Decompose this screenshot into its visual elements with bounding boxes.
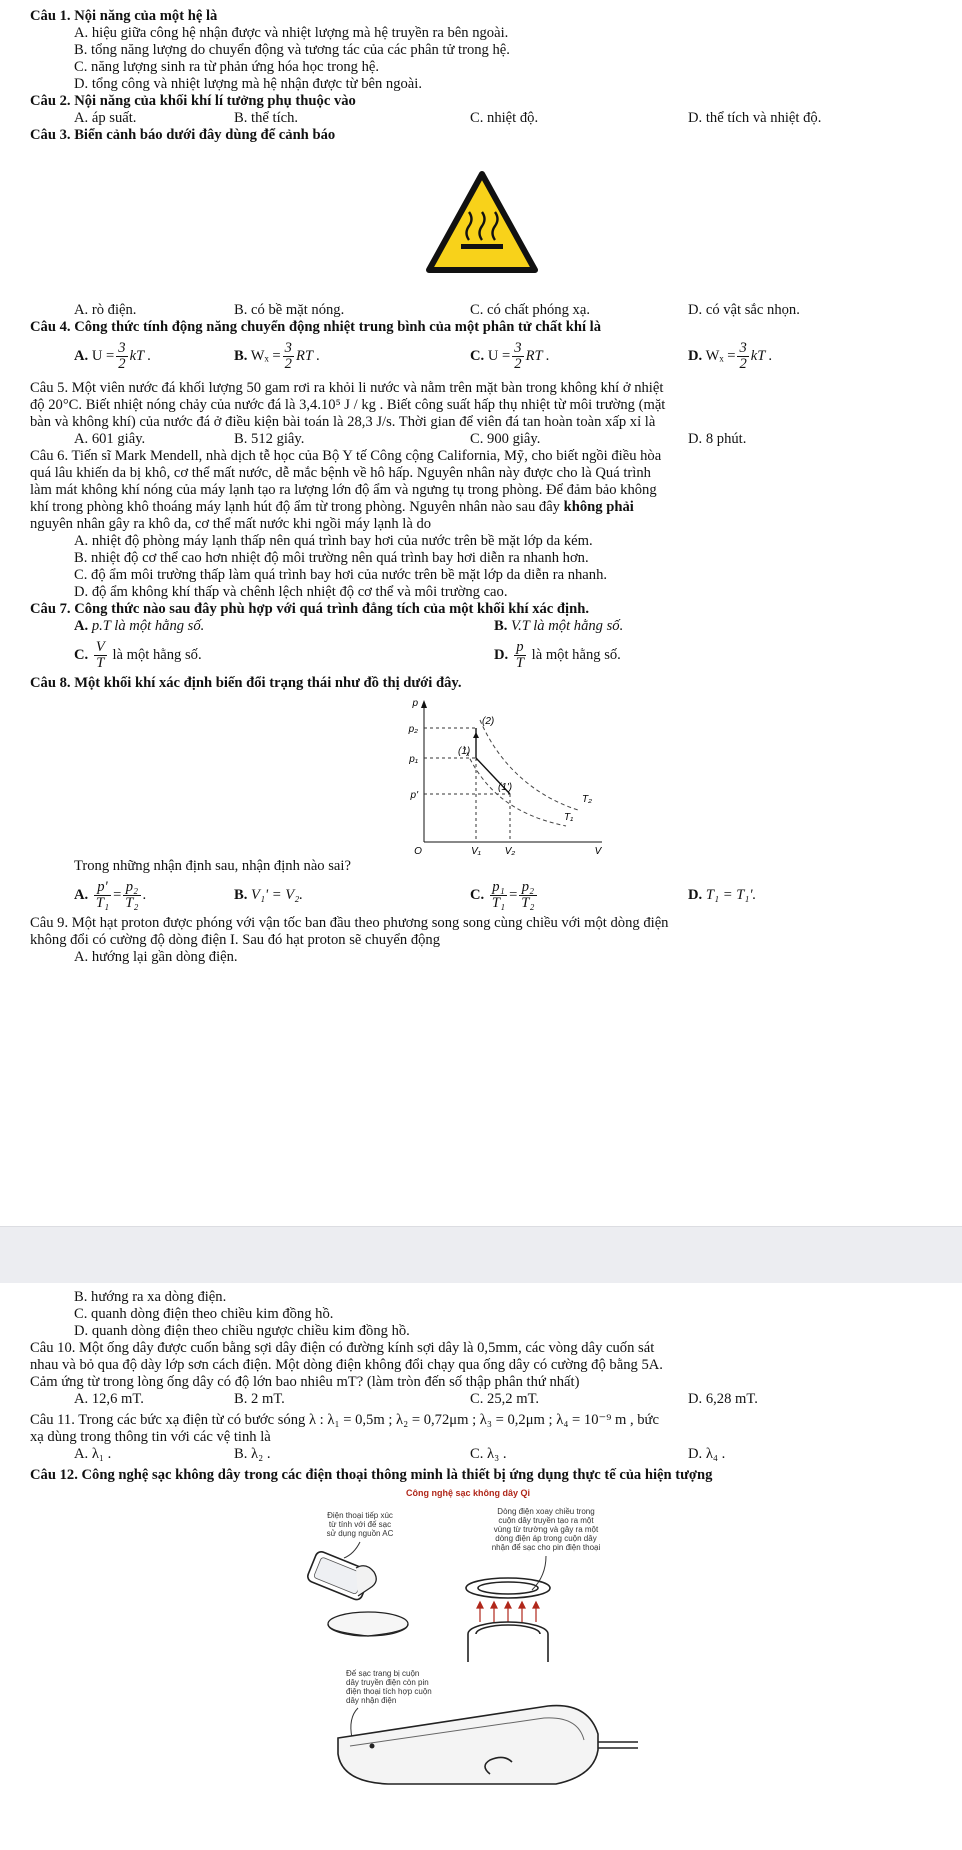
q11-option-c: C. λ₃ . [470,1446,507,1462]
q4-option-c: C. U = $\frac{3}{2}$ RT . [470,339,550,372]
q4-option-b: B. Wₓ = $\frac{3}{2}$ RT . [234,339,321,372]
q11-line-2: xạ dùng trong thông tin với các vệ tinh là [30,1429,271,1445]
q5-option-b: B. 512 giây. [234,431,305,447]
question-1: Câu 1. Nội năng của một hệ là [30,8,218,24]
q7-options-cd [74,635,940,675]
graph-p-axis-label: p [412,698,418,709]
question-8: Câu 8. Một khối khí xác định biến đổi trạng thái như đồ thị dưới đây. [30,675,462,691]
question-5 [30,380,940,431]
question-9 [30,915,940,949]
q11-option-a: A. λ₁ . [74,1446,112,1462]
pv-graph-block [30,692,940,858]
graph-state-1p-label: (1') [498,782,513,793]
q6-line-2: quá lâu khiến da bị khô, cơ thể mất nước, dễ mắc bệnh về hô hấp. Nguyên nhân này được cho là Quá trình [30,465,651,481]
magnetic-field-arrows-icon [477,1602,539,1622]
question-12: Câu 12. Công nghệ sạc không dây trong các điện thoại thông minh là thiết bị ứng dụng thực tế của hiện tượng [30,1467,713,1483]
fig-right-text-5: nhận để sạc cho pin điện thoại [491,1543,601,1552]
qi-charging-diagram [298,1484,658,1794]
q6-line-4: khí trong phòng khô thoáng máy lạnh hút độ ẩm từ trong phòng. Nguyên nhân nào sau đây không phải [30,499,634,515]
fig-bottom-text-4: dây nhận điện [346,1696,397,1705]
q6-line-1: Câu 6. Tiến sĩ Mark Mendell, nhà dịch tễ học của Bộ Y tế Công cộng California, Mỹ, cho biết ngồi điều hòa [30,448,662,464]
q10-option-c: C. 25,2 mT. [470,1391,540,1407]
q6-line-5: nguyên nhân gây ra khô da, cơ thể mất nước khi ngồi máy lạnh là do [30,516,432,532]
q7-option-d: D. $\frac{p}{T}$ là một hằng số. [494,638,621,671]
qi-charging-figure [30,1484,940,1794]
pv-graph [388,698,610,856]
graph-p1-label: p₁ [409,754,418,765]
q7-option-a: A. p.T là một hằng số. [74,618,205,634]
q7-option-c: C. $\frac{V}{T}$ là một hằng số. [74,638,202,671]
q5-line-3: bàn và không khí) của nước đá ở điều kiện bài toán là 28,3 J/s. Thời gian để viên đá tan hoàn toàn xấp xỉ là [30,414,656,430]
q3-option-c: C. có chất phóng xạ. [470,302,590,318]
fig-title: Công nghệ sạc không dây Qi [405,1488,531,1498]
q1-option-d: D. tổng công và nhiệt lượng mà hệ nhận được từ bên ngoài. [74,76,422,92]
graph-state-1-label: (1) [458,746,471,757]
question-11 [30,1412,940,1446]
q1-option-b: B. tổng năng lượng do chuyển động và tương tác của các phân tử trong hệ. [74,42,510,58]
q2-option-a: A. áp suất. [74,110,137,126]
fig-left-text-1: Điện thoại tiếp xúc [327,1511,393,1520]
q3-option-b: B. có bề mặt nóng. [234,302,345,318]
q6-option-a: A. nhiệt độ phòng máy lạnh thấp nên quá trình bay hơi của nước trên bề mặt lớp da kém. [74,533,593,549]
q10-line-3: Cảm ứng từ trong lòng ống dây có độ lớn bao nhiêu mT? (làm tròn đến số thập phân thứ nhất) [30,1374,580,1390]
question-7: Câu 7. Công thức nào sau đây phù hợp với quá trình đẳng tích của một khối khí xác định. [30,601,589,617]
graph-v2-label: V₂ [504,846,516,856]
q5-option-c: C. 900 giây. [470,431,541,447]
q11-option-d: D. λ₄ . [688,1446,726,1462]
graph-state-2-label: (2) [482,716,495,727]
graph-origin-label: O [414,846,422,856]
q9-line-1: Câu 9. Một hạt proton được phóng với vận tốc ban đầu theo phương song song cùng chiều với một dòng điện [30,915,669,931]
q4-option-a: A. U = $\frac{3}{2}$ kT . [74,339,152,372]
q2-option-b: B. thể tích. [234,110,299,126]
q9-line-2: không đổi có cường độ dòng điện I. Sau đó hạt proton sẽ chuyển động [30,932,441,948]
q11-line-1: Câu 11. Trong các bức xạ điện từ có bước sóng λ : λ₁ = 0,5m ; λ₂ = 0,72μm ; λ₃ = 0,2μm ; λ₄ = 10⁻⁹ m , bức [30,1412,659,1428]
q3-option-d: D. có vật sắc nhọn. [688,302,800,318]
q6-option-c: C. độ ẩm môi trường thấp làm quá trình bay hơi của nước trên bề mặt lớp da diễn ra nhanh. [74,567,608,583]
q10-option-a: A. 12,6 mT. [74,1391,144,1407]
q8-option-c: C. $\frac{\text{p₁}}{\text{T₁}}$ = $\frac{\text{p₂}}{\text{T₂}}$ [470,878,535,911]
q9-option-a: A. hướng lại gần dòng điện. [74,949,238,965]
q8-option-b: B. V₁' = V₂. [234,886,303,903]
q2-options [74,110,940,127]
q5-line-2: độ 20°C. Biết nhiệt nóng chảy của nước đá là 3,4.10⁵ J / kg . Biết công suất hấp thụ nhiệt từ môi trường (mặt [30,397,666,413]
fig-bottom-text-1: Đế sạc trang bị cuộn [346,1669,420,1678]
q9-option-d: D. quanh dòng điện theo chiều ngược chiều kim đồng hồ. [74,1323,410,1339]
q10-line-1: Câu 10. Một ống dây được cuốn bằng sợi dây điện có đường kính sợi dây là 0,5mm, các vòng dây cuốn sát [30,1340,655,1356]
fig-bottom-text-3: điện thoại tích hợp cuộn [346,1687,432,1696]
q4-options [74,336,940,376]
q5-line-1: Câu 5. Một viên nước đá khối lượng 50 gam rơi ra khỏi li nước và nằm trên mặt bàn trong không khí ở nhiệt [30,380,664,396]
q6-line-3: làm mát không khí nóng của máy lạnh tạo ra lượng lớn độ ẩm và ngưng tụ trong phòng. Để đảm bảo không [30,482,657,498]
q10-line-2: nhau và bỏ qua độ dày lớp sơn cách điện. Một dòng điện không đổi chạy qua ống dây có cường độ bằng 5A. [30,1357,663,1373]
question-2: Câu 2. Nội năng của khối khí lí tưởng phụ thuộc vào [30,93,356,109]
q6-option-b: B. nhiệt độ cơ thể cao hơn nhiệt độ môi trường nên quá trình bay hơi diễn ra nhanh hơn. [74,550,589,566]
graph-t1-label: T₁ [564,812,574,823]
graph-v-axis-label: V [594,846,602,856]
q3-options [74,302,940,319]
hot-surface-warning-icon [425,170,539,274]
graph-v1-label: V₁ [471,846,481,856]
fig-left-text-2: từ tính với đế sạc [328,1520,392,1529]
q8-option-a: A. $\frac{p'}{\text{T₁}}$ = $\frac{\text{p₂}}{\text{T₂}}$ . [74,878,147,911]
charging-pad-icon [338,1706,638,1784]
q10-option-d: D. 6,28 mT. [688,1391,758,1407]
q8-options [74,875,940,915]
q5-options [74,431,940,448]
graph-pprime-label: p' [410,790,418,801]
q9-option-c: C. quanh dòng điện theo chiều kim đồng hồ. [74,1306,334,1322]
question-6 [30,448,940,533]
q11-options [74,1446,940,1463]
page-break-gap [0,1226,962,1284]
q7-options-ab [74,618,940,635]
fig-right-text-1: Dòng điện xoay chiều trong [497,1507,595,1516]
question-4: Câu 4. Công thức tính động năng chuyển động nhiệt trung bình của một phân tử chất khí là [30,319,602,335]
fig-bottom-text-2: dây truyền điện còn pin [346,1678,429,1687]
question-10 [30,1340,940,1391]
fig-right-text-3: vùng từ trường và gây ra một [493,1525,599,1534]
q8-question: Trong những nhận định sau, nhận định nào sai? [74,858,351,874]
hot-surface-sign [30,144,940,302]
q1-option-c: C. năng lượng sinh ra từ phản ứng hóa học trong hệ. [74,59,380,75]
question-3: Câu 3. Biển cảnh báo dưới đây dùng để cảnh báo [30,127,336,143]
q6-option-d: D. độ ẩm không khí thấp và chênh lệch nhiệt độ cơ thể và môi trường cao. [74,584,508,600]
q7-option-b: B. V.T là một hằng số. [494,618,624,634]
q5-option-a: A. 601 giây. [74,431,146,447]
transmitter-coil-icon [468,1622,548,1662]
graph-p2-label: p₂ [408,724,418,735]
q4-option-d: D. Wₓ = $\frac{3}{2}$ kT . [688,339,773,372]
q10-options [74,1391,940,1408]
q5-option-d: D. 8 phút. [688,431,747,447]
fig-right-text-4: dòng điện áp trong cuộn dây [495,1534,597,1543]
fig-left-text-3: sử dụng nguồn AC [326,1529,394,1538]
q1-option-a: A. hiệu giữa công hệ nhận được và nhiệt lượng mà hệ truyền ra bên ngoài. [74,25,509,41]
q11-option-b: B. λ₂ . [234,1446,271,1462]
q10-option-b: B. 2 mT. [234,1391,285,1407]
q8-option-d: D. T₁ = T₁'. [688,886,757,903]
q3-option-a: A. rò điện. [74,302,137,318]
receiver-coil-icon [466,1578,550,1598]
q2-option-d: D. thể tích và nhiệt độ. [688,110,822,126]
graph-t2-label: T₂ [582,794,592,805]
q9-option-b: B. hướng ra xa dòng điện. [74,1289,227,1305]
fig-right-text-2: cuộn dây truyền tạo ra một [498,1516,594,1525]
page-part-bottom [0,1283,962,1850]
q2-option-c: C. nhiệt độ. [470,110,539,126]
